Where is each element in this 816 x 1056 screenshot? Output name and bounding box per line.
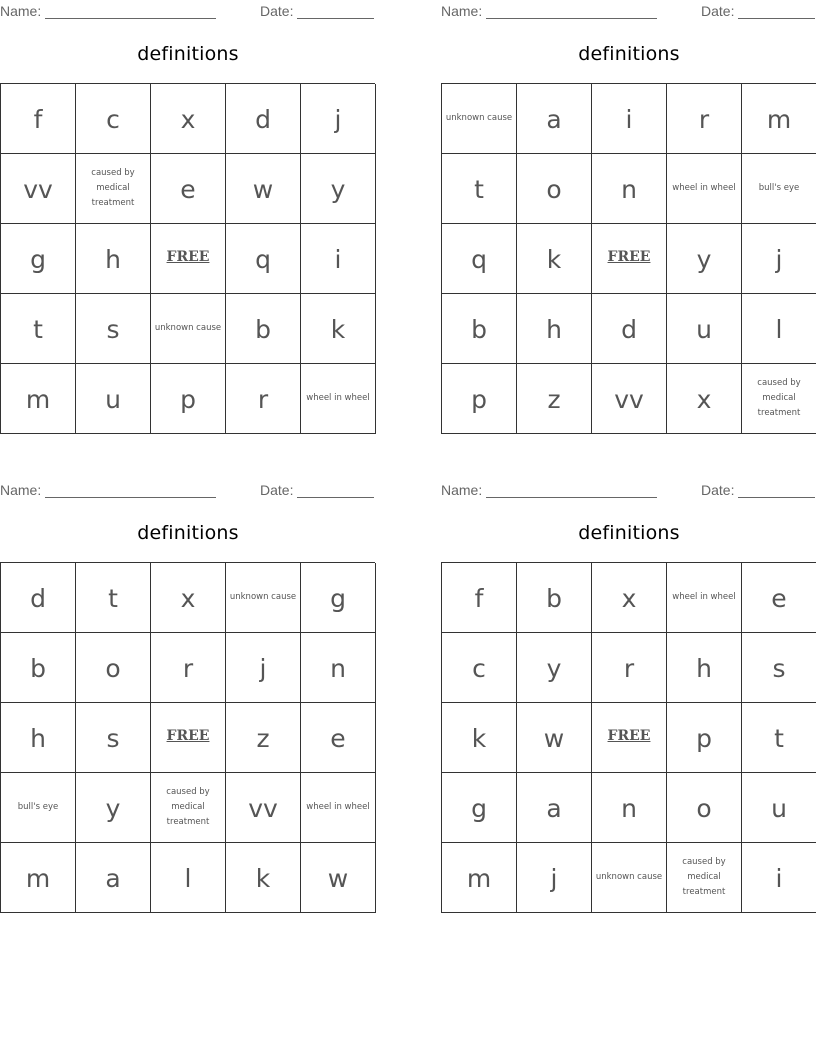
date-line[interactable]	[738, 483, 815, 498]
name-line[interactable]	[486, 483, 657, 498]
bingo-cell: l	[742, 294, 816, 364]
bingo-cell: k	[442, 703, 517, 773]
bingo-cell: z	[226, 703, 301, 773]
bingo-cell: wheel in wheel	[667, 154, 742, 224]
bingo-cell: j	[226, 633, 301, 703]
bingo-cell: t	[442, 154, 517, 224]
free-space-cell: FREE	[151, 703, 226, 773]
bingo-cell: n	[301, 633, 376, 703]
date-label: Date:	[701, 3, 735, 19]
bingo-cell: x	[151, 563, 226, 633]
bingo-cell: r	[592, 633, 667, 703]
bingo-cell: vv	[226, 773, 301, 843]
bingo-cell: caused by medical treatment	[667, 843, 742, 913]
bingo-cell: y	[517, 633, 592, 703]
bingo-cell: u	[667, 294, 742, 364]
name-line[interactable]	[45, 483, 216, 498]
bingo-cell: unknown cause	[592, 843, 667, 913]
bingo-cell: wheel in wheel	[301, 364, 376, 434]
bingo-cell: r	[667, 84, 742, 154]
bingo-cell: i	[742, 843, 816, 913]
bingo-cell: b	[226, 294, 301, 364]
bingo-cell: s	[742, 633, 816, 703]
bingo-grid	[441, 83, 816, 434]
bingo-cell: h	[76, 224, 151, 294]
card-title: definitions	[137, 522, 239, 544]
bingo-cell: n	[592, 154, 667, 224]
bingo-cell: x	[151, 84, 226, 154]
name-label: Name:	[441, 3, 483, 19]
bingo-grid	[441, 562, 816, 913]
bingo-cell: p	[667, 703, 742, 773]
bingo-card	[0, 479, 376, 919]
bingo-cell: vv	[1, 154, 76, 224]
bingo-cell: s	[76, 294, 151, 364]
card-title: definitions	[578, 522, 680, 544]
bingo-cell: o	[517, 154, 592, 224]
free-space-cell: FREE	[592, 224, 667, 294]
date-field[interactable]	[701, 482, 815, 498]
bingo-cell: g	[442, 773, 517, 843]
date-field[interactable]	[260, 3, 374, 19]
bingo-cell: m	[442, 843, 517, 913]
bingo-cell: h	[1, 703, 76, 773]
bingo-cell: c	[76, 84, 151, 154]
bingo-cell: a	[76, 843, 151, 913]
bingo-cell: k	[226, 843, 301, 913]
bingo-cell: w	[517, 703, 592, 773]
bingo-grid	[0, 562, 375, 913]
bingo-cell: w	[226, 154, 301, 224]
name-field[interactable]	[0, 482, 216, 498]
name-line[interactable]	[486, 4, 657, 19]
bingo-cell: d	[226, 84, 301, 154]
bingo-cell: c	[442, 633, 517, 703]
bingo-cell: g	[301, 563, 376, 633]
name-label: Name:	[0, 482, 42, 498]
bingo-card	[441, 0, 816, 440]
bingo-cell: caused by medical treatment	[76, 154, 151, 224]
bingo-cell: y	[301, 154, 376, 224]
bingo-cell: caused by medical treatment	[151, 773, 226, 843]
date-label: Date:	[701, 482, 735, 498]
bingo-cell: m	[1, 364, 76, 434]
bingo-cell: o	[667, 773, 742, 843]
bingo-cell: e	[301, 703, 376, 773]
bingo-cell: a	[517, 773, 592, 843]
bingo-cell: t	[1, 294, 76, 364]
bingo-cell: g	[1, 224, 76, 294]
bingo-cell: f	[1, 84, 76, 154]
bingo-cell: z	[517, 364, 592, 434]
bingo-cell: e	[151, 154, 226, 224]
bingo-cell: u	[742, 773, 816, 843]
bingo-cell: o	[76, 633, 151, 703]
bingo-cell: y	[667, 224, 742, 294]
bingo-cell: s	[76, 703, 151, 773]
bingo-cell: u	[76, 364, 151, 434]
bingo-cell: h	[667, 633, 742, 703]
bingo-cell: bull's eye	[1, 773, 76, 843]
bingo-cell: j	[517, 843, 592, 913]
date-label: Date:	[260, 3, 294, 19]
bingo-cell: bull's eye	[742, 154, 816, 224]
bingo-cell: i	[592, 84, 667, 154]
date-field[interactable]	[260, 482, 374, 498]
bingo-cell: m	[742, 84, 816, 154]
date-label: Date:	[260, 482, 294, 498]
name-field[interactable]	[441, 482, 657, 498]
bingo-cell: j	[301, 84, 376, 154]
bingo-grid	[0, 83, 375, 434]
bingo-cell: t	[742, 703, 816, 773]
bingo-cell: r	[151, 633, 226, 703]
bingo-cell: f	[442, 563, 517, 633]
bingo-cell: b	[517, 563, 592, 633]
bingo-cell: d	[592, 294, 667, 364]
date-line[interactable]	[738, 4, 815, 19]
bingo-cell: m	[1, 843, 76, 913]
bingo-cell: e	[742, 563, 816, 633]
name-label: Name:	[441, 482, 483, 498]
bingo-cell: t	[76, 563, 151, 633]
bingo-cell: y	[76, 773, 151, 843]
date-line[interactable]	[297, 4, 374, 19]
bingo-cell: unknown cause	[442, 84, 517, 154]
bingo-cell: unknown cause	[151, 294, 226, 364]
date-field[interactable]	[701, 3, 815, 19]
bingo-cell: wheel in wheel	[667, 563, 742, 633]
name-label: Name:	[0, 3, 42, 19]
bingo-cell: r	[226, 364, 301, 434]
bingo-cell: k	[301, 294, 376, 364]
name-field[interactable]	[0, 3, 216, 19]
bingo-cell: wheel in wheel	[301, 773, 376, 843]
bingo-card	[441, 479, 816, 919]
card-title: definitions	[137, 43, 239, 65]
bingo-cell: caused by medical treatment	[742, 364, 816, 434]
bingo-cell: d	[1, 563, 76, 633]
bingo-cell: p	[151, 364, 226, 434]
bingo-cell: n	[592, 773, 667, 843]
bingo-cell: h	[517, 294, 592, 364]
bingo-cell: unknown cause	[226, 563, 301, 633]
date-line[interactable]	[297, 483, 374, 498]
bingo-cell: j	[742, 224, 816, 294]
bingo-cell: x	[592, 563, 667, 633]
bingo-cell: q	[226, 224, 301, 294]
bingo-cell: x	[667, 364, 742, 434]
bingo-card	[0, 0, 376, 440]
bingo-cell: i	[301, 224, 376, 294]
free-space-cell: FREE	[151, 224, 226, 294]
bingo-cell: q	[442, 224, 517, 294]
bingo-cell: b	[1, 633, 76, 703]
bingo-cell: b	[442, 294, 517, 364]
free-space-cell: FREE	[592, 703, 667, 773]
bingo-cell: w	[301, 843, 376, 913]
name-line[interactable]	[45, 4, 216, 19]
bingo-cell: l	[151, 843, 226, 913]
bingo-cell: p	[442, 364, 517, 434]
bingo-cell: vv	[592, 364, 667, 434]
name-field[interactable]	[441, 3, 657, 19]
bingo-cell: a	[517, 84, 592, 154]
bingo-cell: k	[517, 224, 592, 294]
card-title: definitions	[578, 43, 680, 65]
